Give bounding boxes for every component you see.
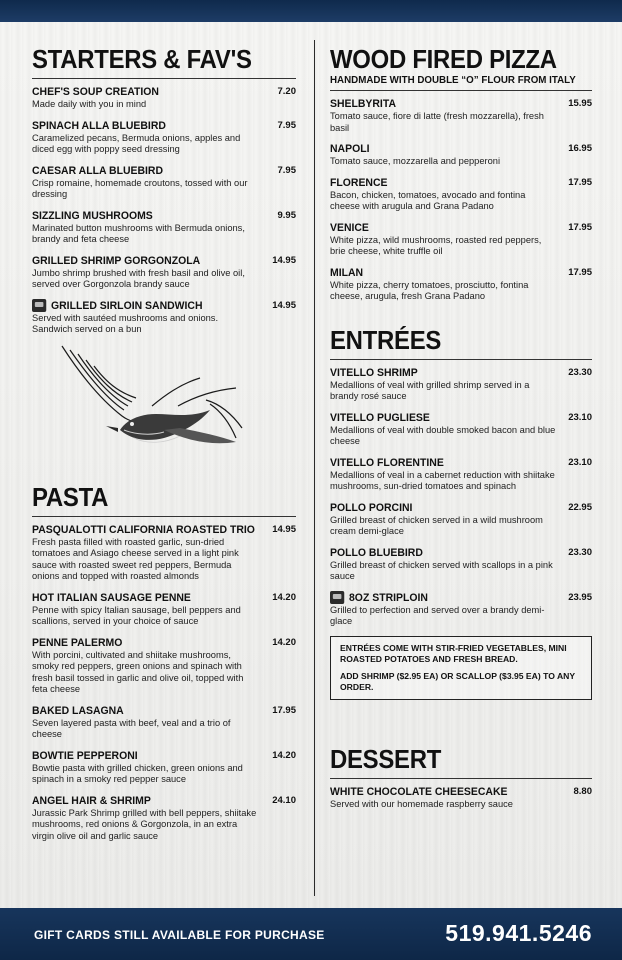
menu-item <box>330 501 592 538</box>
menu-item <box>32 636 296 696</box>
entrees-notice-addons: ADD SHRIMP ($2.95 EA) OR SCALLOP ($3.95 EA) TO ANY ORDER. <box>340 670 575 692</box>
item-price: 9.95 <box>277 209 296 221</box>
grill-icon <box>32 299 46 312</box>
item-name-row <box>32 299 283 313</box>
menu-item <box>32 85 296 111</box>
item-price: 15.95 <box>568 98 592 109</box>
menu-item <box>330 266 592 303</box>
item-name: VITELLO FLORENTINE <box>330 456 444 469</box>
item-price: 7.95 <box>277 119 296 131</box>
item-price: 14.20 <box>272 636 296 648</box>
item-description: Bowtie pasta with grilled chicken, green onions and spinach in a smoky red pepper sauce <box>32 762 243 784</box>
item-description: Grilled breast of chicken served with scallops in a pink sauce <box>330 559 553 581</box>
item-name: SIZZLING MUSHROOMS <box>32 209 153 222</box>
item-description: Seven layered pasta with beef, veal and a trio of cheese <box>32 717 231 739</box>
item-description: White pizza, cherry tomatoes, prosciutto, fontina cheese, arugula, fresh Grana Padano <box>330 279 529 301</box>
item-description: Grilled to perfection and served over a brandy demi-glace <box>330 604 545 626</box>
swallow-illustration <box>60 344 250 456</box>
item-name: GRILLED SIRLOIN SANDWICH <box>51 299 203 312</box>
entrees-notice-box <box>330 636 592 700</box>
top-banner <box>0 0 622 22</box>
item-description: Medallions of veal with grilled shrimp served in a brandy rosé sauce <box>330 379 530 401</box>
item-description: Served with our homemade raspberry sauce <box>330 798 513 809</box>
item-name: 8OZ STRIPLOIN <box>349 591 428 604</box>
item-price: 7.20 <box>277 86 296 97</box>
item-price: 23.30 <box>568 366 592 378</box>
item-name: POLLO PORCINI <box>330 501 413 514</box>
item-description: White pizza, wild mushrooms, roasted red peppers, brie cheese, white truffle oil <box>330 234 542 256</box>
section-rule <box>330 778 592 779</box>
menu-item <box>330 591 592 628</box>
item-price: 14.95 <box>272 299 296 311</box>
item-price: 23.30 <box>568 546 592 558</box>
menu-item <box>330 411 592 448</box>
item-price: 24.10 <box>272 794 296 806</box>
menu-item <box>32 119 296 156</box>
item-description: Jurassic Park Shrimp grilled with bell peppers, shiitake mushrooms, red onions & Gorgonzola, in an extra virgin olive oil and garlic sauce <box>32 807 257 841</box>
item-price: 17.95 <box>568 221 592 233</box>
menu-item <box>32 591 296 628</box>
item-name: GRILLED SHRIMP GORGONZOLA <box>32 254 201 267</box>
section-rule <box>32 78 296 79</box>
gift-cards-text: GIFT CARDS STILL AVAILABLE FOR PURCHASE <box>34 928 325 942</box>
footer-banner <box>0 908 622 960</box>
section-title-pizza: WOOD FIRED PIZZA <box>330 44 557 74</box>
item-name: CHEF'S SOUP CREATION <box>32 86 159 98</box>
item-name-row <box>330 591 579 605</box>
section-title-dessert: DESSERT <box>330 743 442 774</box>
right-column <box>330 44 592 818</box>
item-name: ANGEL HAIR & SHRIMP <box>32 794 151 807</box>
menu-item <box>32 164 296 201</box>
item-description: Marinated button mushrooms with Bermuda onions, brandy and feta cheese <box>32 222 245 244</box>
column-divider <box>314 40 315 896</box>
item-price: 23.10 <box>568 411 592 423</box>
item-description: With porcini, cultivated and shiitake mushrooms, smoky red peppers, green onions and spinach with fresh basil tossed in garlic and olive oil, topped with feta cheese <box>32 649 244 694</box>
entrees-notice-sides: ENTRÉES COME WITH STIR-FRIED VEGETABLES, MINI ROASTED POTATOES AND FRESH BREAD. <box>340 642 567 664</box>
item-price: 23.10 <box>568 456 592 468</box>
item-price: 16.95 <box>568 143 592 154</box>
menu-item <box>32 749 296 786</box>
item-name: WHITE CHOCOLATE CHEESECAKE <box>330 785 508 798</box>
item-name: VITELLO PUGLIESE <box>330 411 430 424</box>
item-price: 14.95 <box>272 254 296 266</box>
item-description: Penne with spicy Italian sausage, bell peppers and scallions, served in your choice of sauce <box>32 604 241 626</box>
item-description: Crisp romaine, homemade croutons, tossed with our dressing <box>32 177 248 199</box>
item-price: 17.95 <box>568 176 592 188</box>
section-title-entrees: ENTRÉES <box>330 324 442 355</box>
item-price: 17.95 <box>568 266 592 278</box>
item-price: 14.20 <box>272 591 296 603</box>
item-description: Served with sautéed mushrooms and onions. Sandwich served on a bun <box>32 312 219 334</box>
section-rule <box>330 90 592 91</box>
item-description: Made daily with you in mind <box>32 99 147 109</box>
item-description: Bacon, chicken, tomatoes, avocado and fontina cheese with arugula and Grana Padano <box>330 189 526 211</box>
item-description: Medallions of veal in a cabernet reduction with shiitake mushrooms, sun-dried tomatoes and spinach <box>330 469 555 491</box>
item-description: Fresh pasta filled with roasted garlic, sun-dried tomatoes and Asiago cheese served in a light pink sauce with roasted sweet red peppers, Bermuda onions and topped with roasted almonds <box>32 536 239 581</box>
item-price: 7.95 <box>277 164 296 176</box>
menu-item <box>330 142 592 168</box>
menu-item <box>330 456 592 493</box>
item-description: Caramelized pecans, Bermuda onions, apples and diced egg with poppy seed dressing <box>32 132 241 154</box>
item-name: FLORENCE <box>330 176 388 189</box>
item-description: Jumbo shrimp brushed with fresh basil and olive oil, served over Gorgonzola brandy sauce <box>32 267 245 289</box>
phone-number[interactable]: 519.941.5246 <box>445 920 592 946</box>
item-description: Tomato sauce, mozzarella and pepperoni <box>330 156 501 166</box>
item-name: PASQUALOTTI CALIFORNIA ROASTED TRIO <box>32 523 255 536</box>
item-name: SPINACH ALLA BLUEBIRD <box>32 119 166 132</box>
section-subtitle-pizza: HANDMADE WITH DOUBLE “O” FLOUR FROM ITALY <box>330 74 576 86</box>
menu-item <box>330 97 592 134</box>
item-price: 8.80 <box>573 785 592 797</box>
item-name: VITELLO SHRIMP <box>330 366 418 379</box>
menu-item <box>32 523 296 583</box>
item-name: MILAN <box>330 266 364 279</box>
menu-item <box>32 254 296 291</box>
menu-item <box>32 209 296 246</box>
menu-item <box>330 785 592 811</box>
section-title-pasta: PASTA <box>32 481 109 512</box>
section-title-starters: STARTERS & FAV'S <box>32 44 252 74</box>
item-price: 14.95 <box>272 523 296 535</box>
item-price: 14.20 <box>272 749 296 761</box>
grill-icon <box>330 591 344 604</box>
item-name: NAPOLI <box>330 143 370 155</box>
section-rule <box>330 359 592 360</box>
item-name: SHELBYRITA <box>330 98 396 110</box>
item-name: CAESAR ALLA BLUEBIRD <box>32 164 164 177</box>
menu-item <box>32 299 296 336</box>
item-name: BAKED LASAGNA <box>32 704 124 717</box>
item-name: VENICE <box>330 221 369 234</box>
left-column <box>32 44 296 850</box>
item-description: Grilled breast of chicken served in a wild mushroom cream demi-glace <box>330 514 543 536</box>
item-name: POLLO BLUEBIRD <box>330 546 423 559</box>
section-rule <box>32 516 296 517</box>
menu-item <box>32 794 296 843</box>
menu-item <box>330 221 592 258</box>
menu-item <box>330 176 592 213</box>
item-name: PENNE PALERMO <box>32 636 123 649</box>
menu-item <box>32 704 296 741</box>
menu-item <box>330 546 592 583</box>
item-description: Medallions of veal with double smoked bacon and blue cheese <box>330 424 556 446</box>
item-price: 17.95 <box>272 704 296 716</box>
item-price: 23.95 <box>568 591 592 603</box>
item-price: 22.95 <box>568 501 592 513</box>
menu-item <box>330 366 592 403</box>
item-name: BOWTIE PEPPERONI <box>32 749 138 762</box>
item-name: HOT ITALIAN SAUSAGE PENNE <box>32 591 191 604</box>
item-description: Tomato sauce, fiore di latte (fresh mozzarella), fresh basil <box>330 111 544 133</box>
